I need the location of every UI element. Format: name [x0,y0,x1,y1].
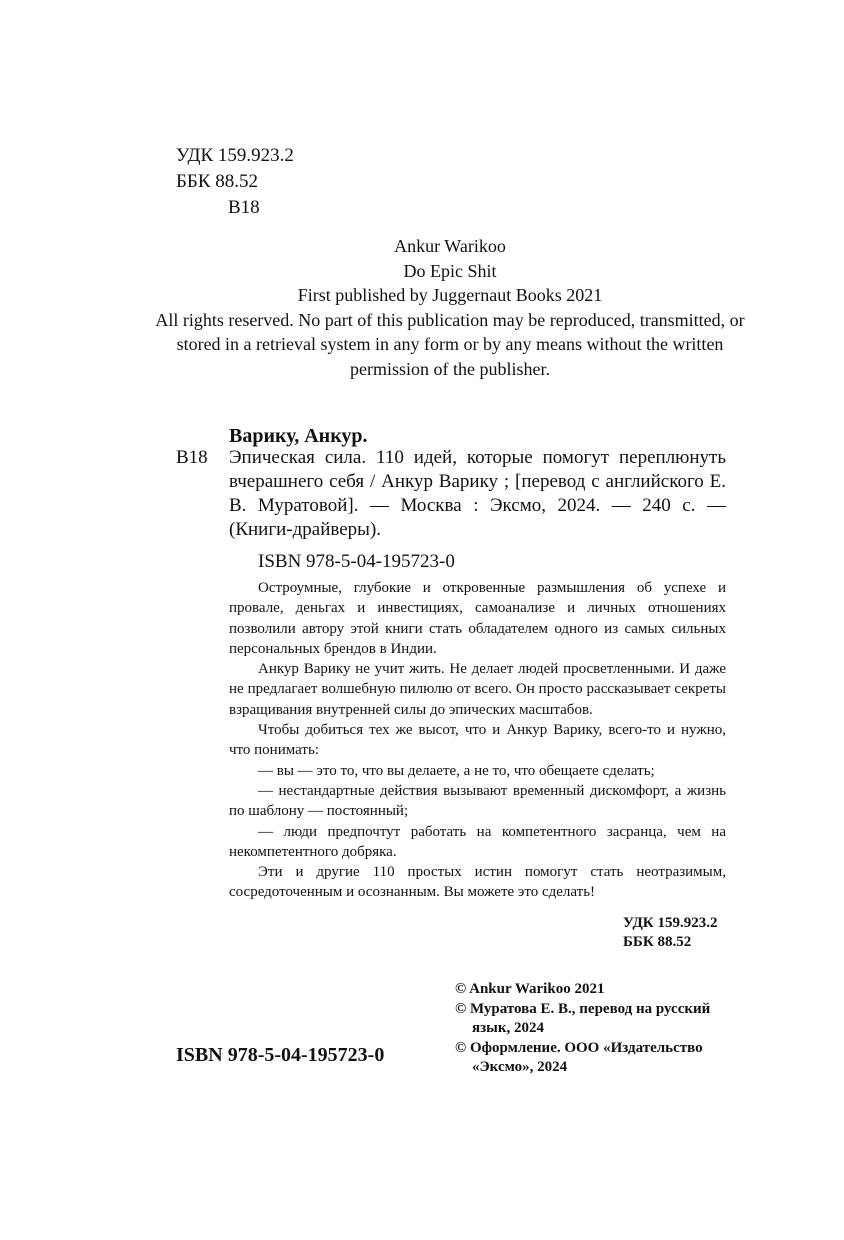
original-author: Ankur Warikoo [394,236,506,256]
annotation-paragraph: Чтобы добиться тех же высот, что и Анкур Варику, всего-то и нужно, что понимать: [229,722,726,759]
udk-code: УДК 159.923.2 [176,145,294,166]
annotation-list-item: — люди предпочтут работать на компетентного засранца, чем на некомпетентного добряка. [229,823,726,860]
catalog-code: В18 [176,447,208,468]
copyright-line: © Оформление. ООО «Издательство «Эксмо», 2024 [455,1039,703,1075]
author-sign: В18 [228,197,260,218]
bbk-code: ББК 88.52 [176,171,258,192]
annotation-list-item: — вы — это то, что вы делаете, а не то, что обещаете сделать; [258,762,655,779]
bottom-bbk-code: ББК 88.52 [623,934,692,950]
annotation [229,578,726,903]
original-title: Do Epic Shit [403,260,497,281]
first-published: First published by Juggernaut Books 2021 [297,285,603,306]
rights-notice: All rights reserved. No part of this publication may be reproduced, transmitted, or stored in a retrieval system in any form or by any means without the written permission of the publisher. [155,309,745,379]
catalog-isbn: ISBN 978-5-04-195723-0 [258,551,455,572]
bottom-classification-codes [623,914,717,952]
bibliographic-description: Эпическая сила. 110 идей, которые помогут переплюнуть вчерашнего себя / Анкур Варику ; [перевод с английского Е. В. Муратовой]. — Москва : Эксмо, 2024. — 240 с. — (Книги-драйверы). [229,447,726,540]
annotation-list-item: — нестандартные действия вызывают временный дискомфорт, а жизнь по шаблону — постоянный; [229,782,726,820]
classification-codes [176,143,294,221]
copyright-line: © Муратова Е. В., перевод на русский язык, 2024 [455,1000,711,1036]
catalog-author-heading: Варику, Анкур. [229,425,368,447]
bottom-udk-code: УДК 159.923.2 [623,915,718,931]
original-edition-block [150,234,750,382]
annotation-paragraph: Остроумные, глубокие и откровенные размышления об успехе и провале, деньгах и инвестициях, самоанализе и личных отношениях позволили автору этой книги стать обладателем одного из самых сильных персональных брендов в Индии. [229,580,726,657]
bottom-isbn: ISBN 978-5-04-195723-0 [176,1044,385,1066]
annotation-paragraph: Эти и другие 110 простых истин помогут стать неотразимым, сосредоточенным и осознанным. Вы можете это сделать! [229,864,726,901]
copyright-line: © Ankur Warikoo 2021 [455,981,605,997]
annotation-paragraph: Анкур Варику не учит жить. Не делает людей просветленными. И даже не предлагает волшебную пилюлю от всего. Он просто рассказывает секреты взращивания внутренней силы до эпических масштабов. [229,661,726,718]
copyright-block [455,980,735,1078]
